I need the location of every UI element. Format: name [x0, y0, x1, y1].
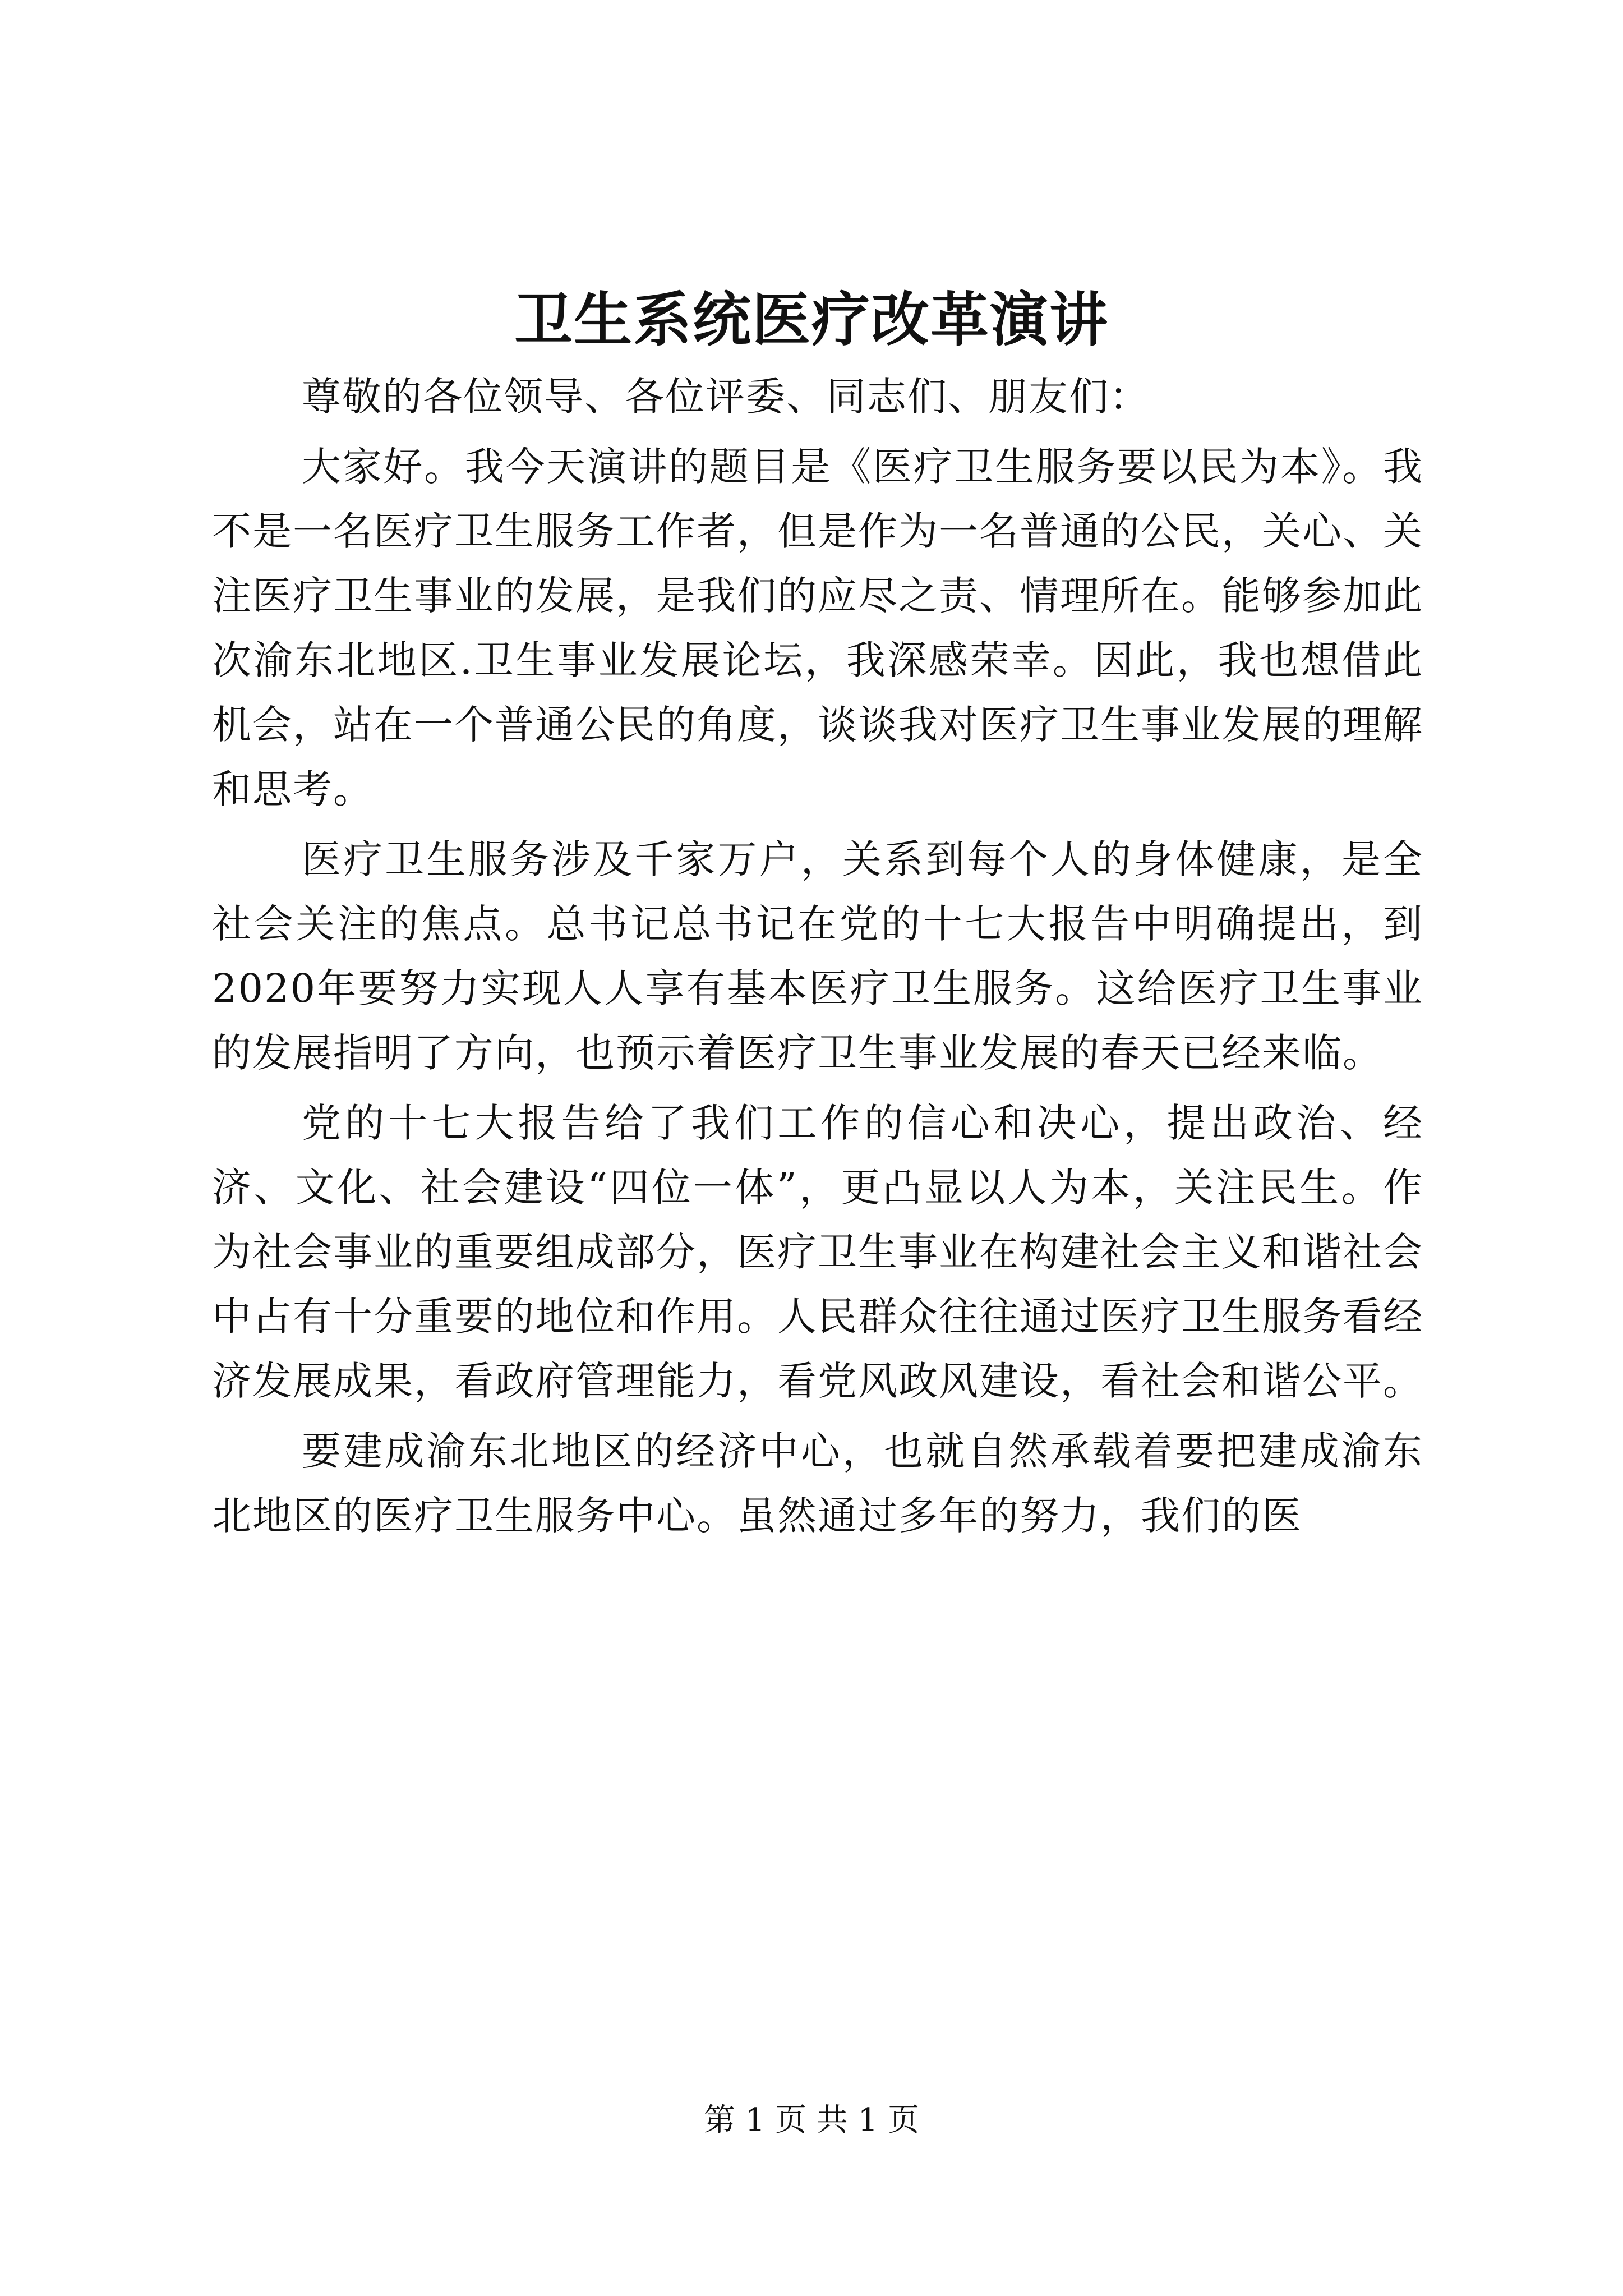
- page-number-footer: 第 1 页 共 1 页: [703, 2102, 920, 2138]
- paragraph-salutation: 尊敬的各位领导、各位评委、同志们、朋友们：: [302, 374, 1150, 420]
- document-title: 卫生系统医疗改革演讲: [514, 285, 1109, 354]
- paragraph-healthcare-focus: 医疗卫生服务涉及千家万户，关系到每个人的身体健康，是全社会关注的焦点。总书记总书记在党的十七大报告中明确提出，到2020年要努力实现人人享有基本医疗卫生服务。这给医疗卫生事业的发展指明了方向，也预示着医疗卫生事业发展的春天已经来临。: [212, 836, 1423, 1076]
- paragraph-seventeenth-congress: 党的十七大报告给了我们工作的信心和决心，提出政治、经济、文化、社会建设“四位一体”，更凸显以人为本，关注民生。作为社会事业的重要组成部分，医疗卫生事业在构建社会主义和谐社会中占有十分重要的地位和作用。人民群众往往通过医疗卫生服务看经济发展成果，看政府管理能力，看党风政风建设，看社会和谐公平。: [212, 1100, 1423, 1404]
- document-body: [212, 365, 1423, 1554]
- paragraph-economic-center: 要建成渝东北地区的经济中心，也就自然承载着要把建成渝东北地区的医疗卫生服务中心。虽然通过多年的努力，我们的医: [212, 1428, 1423, 1539]
- paragraph-introduction: 大家好。我今天演讲的题目是《医疗卫生服务要以民为本》。我不是一名医疗卫生服务工作者，但是作为一名普通的公民，关心、关注医疗卫生事业的发展，是我们的应尽之责、情理所在。能够参加此次渝东北地区.卫生事业发展论坛，我深感荣幸。因此，我也想借此机会，站在一个普通公民的角度，谈谈我对医疗卫生事业发展的理解和思考。: [212, 444, 1423, 812]
